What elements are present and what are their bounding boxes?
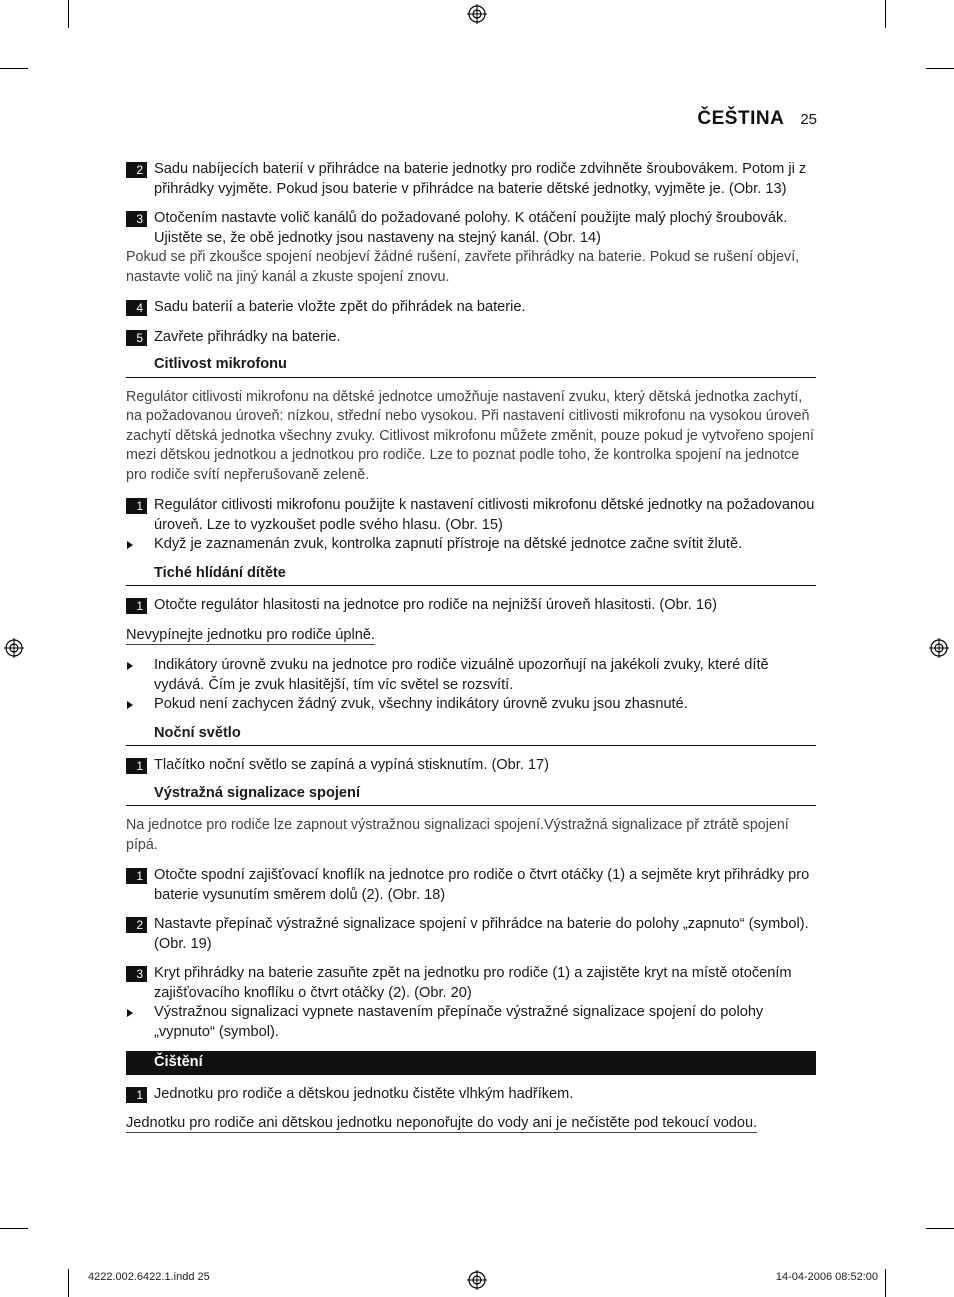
bullet-triangle-icon	[127, 1009, 133, 1017]
step-1	[126, 1085, 816, 1105]
bullet-triangle-icon	[127, 701, 133, 709]
step-number: 4	[126, 300, 147, 316]
footer-file-info: 4222.002.6422.1.indd 25	[88, 1271, 210, 1283]
step-number: 1	[126, 598, 147, 614]
registration-mark-icon	[4, 638, 24, 658]
step-1	[126, 596, 816, 616]
crop-mark	[68, 1269, 69, 1297]
warning-text	[126, 626, 816, 646]
language-title: ČEŠTINA	[697, 108, 785, 129]
step-text: Kryt přihrádky na baterie zasuňte zpět na jednotku pro rodiče (1) a zajistěte kryt na místě otočením zajišťovacího knoflíku o čtvrt otáčky (2). (Obr. 20)	[154, 965, 792, 1001]
crop-mark	[68, 0, 69, 28]
step-text: Jednotku pro rodiče a dětskou jednotku čistěte vlhkým hadříkem.	[154, 1085, 574, 1102]
section-heading-microphone: Citlivost mikrofonu	[126, 355, 816, 378]
crop-mark	[885, 1269, 886, 1297]
step-5	[126, 328, 816, 348]
section-heading-night-light: Noční světlo	[126, 724, 816, 747]
section-heading-quiet-monitoring: Tiché hlídání dítěte	[126, 564, 816, 587]
section-heading-link-alarm: Výstražná signalizace spojení	[126, 784, 816, 807]
crop-mark	[0, 68, 28, 69]
registration-mark-icon	[467, 4, 487, 24]
step-text: Otočte regulátor hlasitosti na jednotce pro rodiče na nejnižší úroveň hlasitosti. (Obr. 16)	[154, 597, 717, 613]
bullet-item	[126, 656, 816, 695]
step-number: 2	[126, 162, 147, 178]
page-content	[126, 160, 816, 1145]
step-text: Otočením nastavte volič kanálů do požadované polohy. K otáčení použijte malý plochý šroubovák. Ujistěte se, že obě jednotky jsou nastaveny na stejný kanál. (Obr. 14)	[154, 210, 788, 246]
step-number: 1	[126, 868, 147, 884]
step-1	[126, 866, 816, 905]
step-2	[126, 160, 816, 199]
warning-text	[126, 1114, 786, 1134]
step-number: 5	[126, 330, 147, 346]
page-header	[697, 108, 817, 130]
step-1	[126, 496, 816, 535]
crop-mark	[926, 1228, 954, 1229]
step-text: Sadu baterií a baterie vložte zpět do přihrádek na baterie.	[154, 299, 526, 315]
bullet-text: Výstražnou signalizaci vypnete nastavením přepínače výstražné signalizace spojení do polohy „vypnuto“ (symbol).	[154, 1004, 764, 1040]
bullet-text: Když je zaznamenán zvuk, kontrolka zapnutí přístroje na dětské jednotce začne svítit žlutě.	[154, 536, 743, 552]
step-4	[126, 298, 816, 318]
registration-mark-icon	[467, 1270, 487, 1290]
step-number: 3	[126, 211, 147, 227]
section-intro: Regulátor citlivosti mikrofonu na dětské jednotce umožňuje nastavení zvuku, který dětská jednotka zachytí, na požadovanou úroveň: nízkou, střední nebo vysokou. Při nastavení citlivosti mikrofonu na vysokou úroveň zachytí dětská jednotka všechny zvuky. Citlivost mikrofonu můžete změnit, pouze pokud je vytvořeno spojení mezi dětskou jednotkou a jednotkou pro rodiče. Lze to poznat podle toho, že kontrolka spojení na jednotce pro rodiče svítí nepřerušovaně zeleně.	[126, 388, 814, 483]
step-number: 3	[126, 966, 147, 982]
footer-timestamp: 14-04-2006 08:52:00	[775, 1271, 878, 1283]
step-number: 1	[126, 758, 147, 774]
step-text: Zavřete přihrádky na baterie.	[154, 328, 341, 345]
bullet-text: Pokud není zachycen žádný zvuk, všechny indikátory úrovně zvuku jsou zhasnuté.	[154, 696, 688, 712]
bullet-item	[126, 695, 816, 715]
step-text: Tlačítko noční světlo se zapíná a vypíná stisknutím. (Obr. 17)	[154, 757, 550, 773]
bullet-item	[126, 1003, 816, 1042]
step-text: Otočte spodní zajišťovací knoflík na jednotce pro rodiče o čtvrt otáčky (1) a sejměte kryt přihrádky pro baterie vysunutím směrem dolů (2). (Obr. 18)	[154, 867, 810, 903]
bullet-triangle-icon	[127, 541, 133, 549]
step-number: 1	[126, 498, 147, 514]
step-number: 1	[126, 1087, 147, 1103]
registration-mark-icon	[929, 638, 949, 658]
crop-mark	[926, 68, 954, 69]
step-text: Nastavte přepínač výstražné signalizace spojení v přihrádce na baterie do polohy „zapnuto“ (symbol). (Obr. 19)	[154, 916, 809, 952]
crop-mark	[885, 0, 886, 28]
step-text: Regulátor citlivosti mikrofonu použijte k nastavení citlivosti mikrofonu dětské jednotky na požadovanou úroveň. Lze to vyzkoušet podle svého hlasu. (Obr. 15)	[154, 497, 815, 533]
bullet-text: Indikátory úrovně zvuku na jednotce pro rodiče vizuálně upozorňují na jakékoli zvuky, které dítě vydává. Čím je zvuk hlasitější, tím víc světel se rozsvítí.	[154, 657, 769, 693]
step-text: Sadu nabíjecích baterií v přihrádce na baterie jednotky pro rodiče zdvihněte šroubovákem. Potom ji z přihrádky vyjměte. Pokud jsou baterie v přihrádce na baterie dětské jednotky, vyjměte je. (Obr. 13)	[154, 161, 807, 197]
warning-underlined: Nevypínejte jednotku pro rodiče úplně.	[126, 626, 376, 643]
step-3	[126, 964, 816, 1003]
section-heading-cleaning: Čištění	[126, 1051, 816, 1075]
section-intro: Na jednotce pro rodiče lze zapnout výstražnou signalizaci spojení.Výstražná signalizace př ztrátě spojení pípá.	[126, 817, 789, 853]
note-text: Pokud se při zkoušce spojení neobjeví žádné rušení, zavřete přihrádky na baterie. Pokud se rušení objeví, nastavte volič na jiný kanál a zkuste spojení znovu.	[126, 249, 800, 285]
step-2	[126, 915, 816, 954]
warning-underlined: Jednotku pro rodiče ani dětskou jednotku neponořujte do vody ani je nečistěte pod tekoucí vodou.	[126, 1115, 758, 1131]
page-number: 25	[800, 111, 817, 128]
bullet-item	[126, 535, 816, 555]
step-3	[126, 209, 816, 248]
bullet-triangle-icon	[127, 662, 133, 670]
step-number: 2	[126, 917, 147, 933]
step-1	[126, 756, 816, 776]
crop-mark	[0, 1228, 28, 1229]
